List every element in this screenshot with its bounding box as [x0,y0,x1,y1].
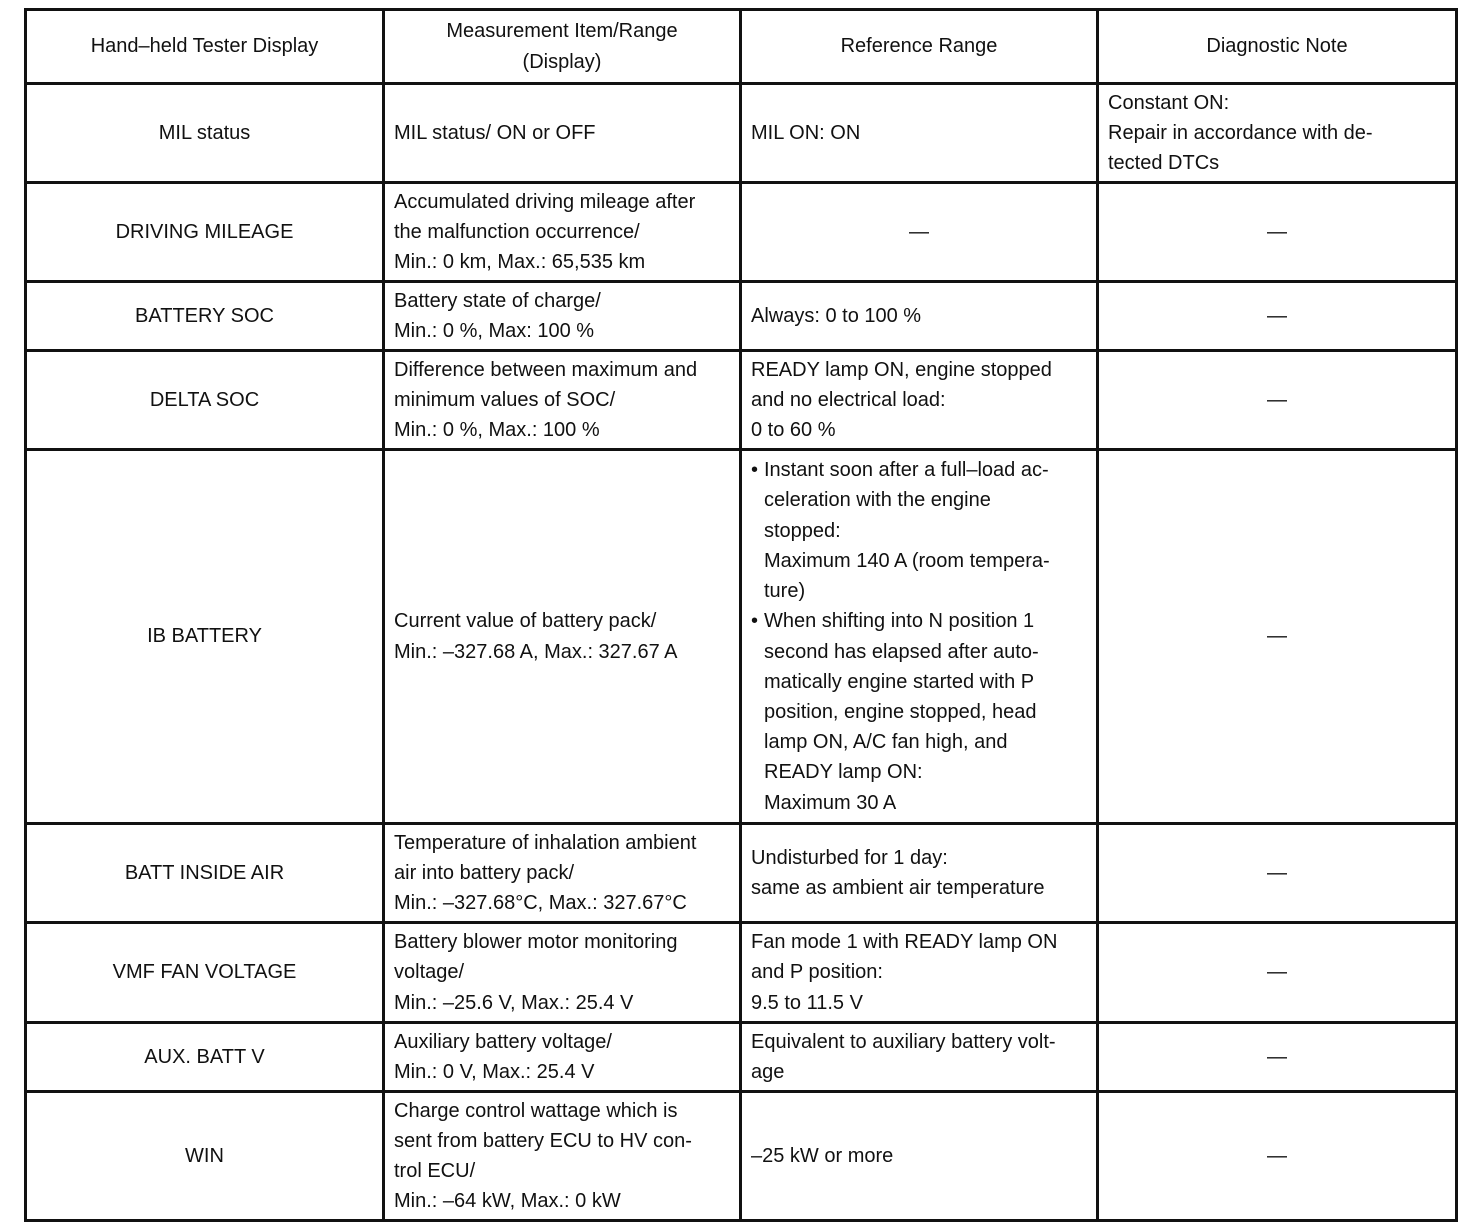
table-row [26,351,1457,450]
measurement-line: Difference between maximum and [394,358,698,381]
reference-line: and P position: [751,961,883,984]
measurement-cell [384,282,741,351]
measurement-cell [384,1092,741,1221]
measurement-line: Min.: 0 %, Max.: 100 % [394,419,600,442]
display-cell [26,282,384,351]
reference-line: stopped: [764,519,841,542]
measurement-cell [384,84,741,183]
measurement-line: Battery blower motor monitoring [394,931,678,954]
measurement-line: trol ECU/ [394,1160,476,1182]
reference-line: –25 kW or more [751,1144,894,1167]
bullet-icon: • [751,459,759,482]
header-text: Reference Range [840,35,998,58]
note-line: — [1267,1144,1287,1167]
table-row [26,824,1457,923]
measurement-line: Min.: –64 kW, Max.: 0 kW [394,1190,621,1213]
measurement-line: Min.: 0 V, Max.: 25.4 V [394,1061,595,1083]
reference-cell [741,450,1098,824]
reference-line: celeration with the engine [764,489,991,512]
note-cell [1098,923,1457,1023]
note-cell [1098,450,1457,824]
reference-cell [741,183,1098,282]
reference-line: READY lamp ON: [764,761,923,784]
note-cell [1098,84,1457,183]
reference-line: Always: 0 to 100 % [751,304,922,327]
reference-bullet-list [751,455,1087,817]
measurement-cell [384,923,741,1023]
note-cell [1098,282,1457,351]
measurement-line: Accumulated driving mileage after [394,190,696,213]
display-text: DELTA SOC [149,388,260,411]
table-row [26,1023,1457,1092]
reference-line: 0 to 60 % [751,419,836,442]
measurement-line: voltage/ [394,961,465,984]
note-cell [1098,351,1457,450]
header-text: Hand–held Tester Display [90,35,319,58]
note-line: — [1267,961,1287,984]
measurement-line: Min.: 0 km, Max.: 65,535 km [394,251,646,274]
display-text: BATTERY SOC [135,304,274,327]
note-line: tected DTCs [1108,152,1220,175]
display-cell [26,1092,384,1221]
display-text: BATT INSIDE AIR [124,861,285,884]
measurement-line: minimum values of SOC/ [394,388,616,411]
header-diagnostic-note [1098,10,1457,84]
table-row [26,282,1457,351]
reference-line: and no electrical load: [751,388,946,411]
header-measurement-item [384,10,741,84]
table-header-row [26,10,1457,84]
measurement-cell [384,450,741,824]
note-line: — [1267,304,1287,327]
reference-line: Undisturbed for 1 day: [751,846,948,869]
list-item [751,455,1087,606]
table-row [26,84,1457,183]
measurement-line: Battery state of charge/ [394,289,601,312]
display-cell [26,183,384,282]
display-cell [26,450,384,824]
reference-cell [741,351,1098,450]
measurement-line: Min.: 0 %, Max: 100 % [394,320,595,342]
reference-line: 9.5 to 11.5 V [751,991,863,1014]
measurement-line: air into battery pack/ [394,861,575,884]
reference-line: Instant soon after a full–load ac- [764,459,1049,482]
measurement-cell [384,351,741,450]
measurement-line: the malfunction occurrence/ [394,220,640,243]
measurement-cell [384,1023,741,1092]
reference-line: second has elapsed after auto- [764,640,1039,663]
data-list-table [24,8,1458,1222]
measurement-line: Min.: –327.68 A, Max.: 327.67 A [394,640,678,663]
note-cell [1098,824,1457,923]
measurement-line: MIL status/ ON or OFF [394,121,596,144]
reference-cell [741,282,1098,351]
measurement-cell [384,824,741,923]
reference-line: matically engine started with P [764,670,1035,693]
reference-cell [741,1023,1098,1092]
table-row [26,450,1457,824]
reference-cell [741,824,1098,923]
bullet-icon: • [751,610,759,633]
list-item [751,606,1087,817]
header-text: Diagnostic Note [1206,35,1348,58]
header-tester-display [26,10,384,84]
note-line: — [1267,388,1287,411]
note-line: Constant ON: [1108,91,1230,114]
reference-line: same as ambient air temperature [751,877,1045,899]
reference-line: MIL ON: ON [751,121,861,144]
reference-line: Fan mode 1 with READY lamp ON [751,931,1058,954]
reference-cell [741,923,1098,1023]
measurement-line: sent from battery ECU to HV con- [394,1129,692,1152]
reference-line: ture) [764,580,806,603]
measurement-line: Min.: –327.68°C, Max.: 327.67°C [394,892,687,915]
note-line: — [1267,1045,1287,1068]
display-cell [26,824,384,923]
note-cell [1098,1023,1457,1092]
display-text: VMF FAN VOLTAGE [112,961,297,984]
display-text: MIL status [158,121,251,144]
display-text: WIN [185,1144,224,1167]
note-line: — [1267,625,1287,648]
note-line: Repair in accordance with de- [1108,121,1373,144]
display-cell [26,351,384,450]
table-row [26,183,1457,282]
reference-line: READY lamp ON, engine stopped [751,358,1052,381]
reference-line: Equivalent to auxiliary battery volt- [751,1030,1056,1053]
reference-cell [741,1092,1098,1221]
measurement-line: Charge control wattage which is [394,1099,678,1122]
note-cell [1098,1092,1457,1221]
measurement-line: Min.: –25.6 V, Max.: 25.4 V [394,991,634,1014]
measurement-line: Auxiliary battery voltage/ [394,1030,612,1053]
measurement-cell [384,183,741,282]
note-line: — [1267,861,1287,884]
header-text: Measurement Item/Range [446,20,678,43]
display-text: IB BATTERY [147,625,262,648]
display-cell [26,1023,384,1092]
reference-line: Maximum 140 A (room tempera- [764,549,1050,572]
measurement-line: Temperature of inhalation ambient [394,831,697,854]
reference-cell [741,84,1098,183]
reference-line: age [751,1061,785,1083]
reference-line: — [909,220,929,243]
table-row [26,923,1457,1023]
note-cell [1098,183,1457,282]
header-text: (Display) [522,50,602,73]
display-cell [26,84,384,183]
display-cell [26,923,384,1023]
header-reference-range [741,10,1098,84]
reference-line: Maximum 30 A [764,791,897,814]
table-row [26,1092,1457,1221]
display-text: DRIVING MILEAGE [115,220,294,243]
display-text: AUX. BATT V [144,1045,265,1068]
reference-line: lamp ON, A/C fan high, and [764,731,1008,754]
note-line: — [1267,220,1287,243]
reference-line: position, engine stopped, head [764,700,1037,723]
reference-line: When shifting into N position 1 [764,610,1035,633]
measurement-line: Current value of battery pack/ [394,610,657,633]
